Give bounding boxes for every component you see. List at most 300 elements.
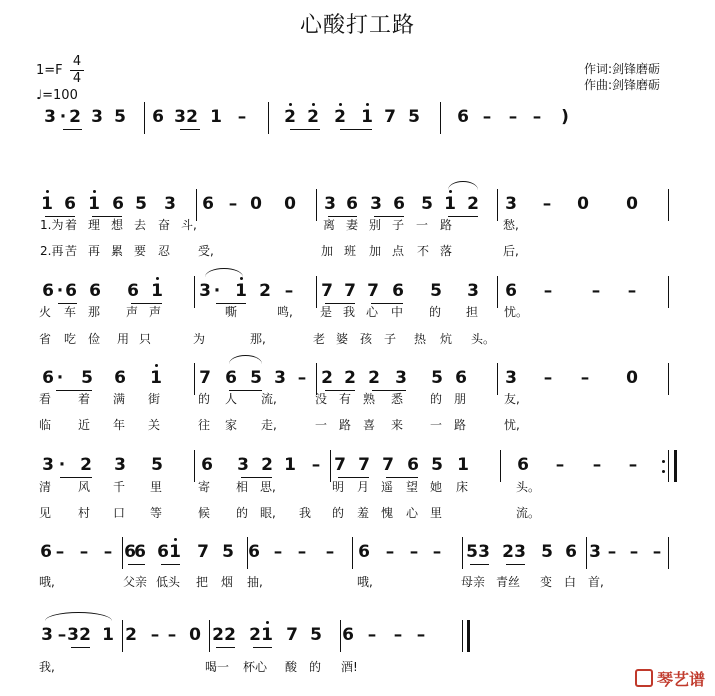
lyric-syllable: 路 [339, 418, 352, 432]
jianpu-note: 5 [135, 194, 147, 214]
jianpu-note: 2 [307, 107, 319, 127]
tie-slur [448, 181, 478, 190]
jianpu-note: – [543, 368, 553, 388]
lyric-syllable: 炕 [440, 332, 453, 346]
jianpu-note: 1 [210, 107, 222, 127]
lyric-syllable: 斗, [181, 218, 197, 232]
lyric-syllable: 班 [344, 244, 357, 258]
barline [194, 450, 195, 482]
lyric-syllable: 着 [65, 218, 78, 232]
jianpu-note: · [56, 281, 64, 301]
jianpu-note: – [409, 542, 419, 562]
jianpu-note: 1 [361, 107, 373, 127]
jianpu-note: 3 [395, 368, 407, 388]
lyric-syllable: 热 [414, 332, 427, 346]
lyric-syllable: 心 [366, 305, 379, 319]
jianpu-note: 3 [505, 368, 517, 388]
barline [122, 620, 123, 652]
jianpu-note: 3 [589, 542, 601, 562]
jianpu-note: – [273, 542, 283, 562]
lyric-syllable: 有 [339, 392, 352, 406]
lyric-syllable: 离 [323, 218, 336, 232]
jianpu-note: 3 [164, 194, 176, 214]
jianpu-note: – [367, 625, 377, 645]
jianpu-note: 6 [201, 455, 213, 475]
jianpu-note: 6 [124, 542, 136, 562]
jianpu-note: · [59, 107, 67, 127]
jianpu-note: 2 [321, 368, 333, 388]
jianpu-note: 0 [626, 194, 638, 214]
barline [668, 276, 669, 308]
lyric-syllable: 苦 [65, 244, 78, 258]
jianpu-note: 1 [261, 625, 273, 645]
eighth-note-beam [290, 129, 320, 130]
jianpu-note: 2 [249, 625, 261, 645]
lyric-syllable: 别 [369, 218, 382, 232]
lyric-syllable: 年 [113, 418, 126, 432]
lyric-syllable: 寄 [198, 480, 211, 494]
jianpu-note: 6 [565, 542, 577, 562]
eighth-note-beam [45, 216, 75, 217]
lyric-syllable: 流。 [516, 506, 541, 520]
lyric-syllable: 她 [430, 480, 443, 494]
jianpu-note: 5 [81, 368, 93, 388]
lyric-syllable: 孩 [360, 332, 373, 346]
barline [500, 450, 501, 482]
lyric-syllable: 相 [236, 480, 249, 494]
jianpu-note: 7 [367, 281, 379, 301]
jianpu-note: 3 [199, 281, 211, 301]
jianpu-note: 3 [478, 542, 490, 562]
jianpu-note: 6 [152, 107, 164, 127]
lyric-syllable: 首, [588, 575, 604, 589]
jianpu-note: 7 [197, 542, 209, 562]
high-octave-dot [339, 103, 342, 106]
jianpu-note: 5 [431, 455, 443, 475]
lyric-syllable: 我 [343, 305, 356, 319]
jianpu-note: – [325, 542, 335, 562]
eighth-note-beam [60, 477, 92, 478]
eighth-note-beam [386, 477, 418, 478]
tie-slur [45, 612, 112, 621]
lyric-syllable: 声 [126, 305, 139, 319]
lyric-syllable: 喝一 [205, 660, 230, 674]
barline [462, 537, 463, 569]
lyric-syllable: 喜 [363, 418, 376, 432]
lyric-syllable: 头。 [516, 480, 541, 494]
jianpu-note: 6 [65, 281, 77, 301]
barline [316, 189, 317, 221]
lyric-syllable: 妻 [346, 218, 359, 232]
lyric-syllable: 千 [113, 480, 126, 494]
key-signature: 1=F [36, 63, 63, 78]
jianpu-note: 7 [334, 455, 346, 475]
lyric-syllable: 里 [150, 480, 163, 494]
lyric-syllable: 愁, [503, 218, 519, 232]
jianpu-note: 3 [42, 455, 54, 475]
tie-slur [205, 268, 243, 277]
lyric-syllable: 理 [88, 218, 101, 232]
high-octave-dot [449, 190, 452, 193]
lyric-syllable: 朋 [454, 392, 467, 406]
jianpu-note: 6 [42, 368, 54, 388]
jianpu-note: 7 [199, 368, 211, 388]
jianpu-note: 5 [430, 281, 442, 301]
jianpu-note: ) [561, 107, 569, 127]
high-octave-dot [289, 103, 292, 106]
watermark-text: 琴艺谱 [656, 670, 705, 689]
barline [330, 450, 331, 482]
lyric-syllable: 省 [39, 332, 52, 346]
lyric-syllable: 路 [440, 218, 453, 232]
lyric-syllable: 路 [454, 418, 467, 432]
jianpu-note: 5 [310, 625, 322, 645]
eighth-note-beam [328, 216, 357, 217]
lyric-syllable: 那, [250, 332, 266, 346]
jianpu-note: 6 [42, 281, 54, 301]
jianpu-note: 6 [505, 281, 517, 301]
lyric-syllable: 是 [320, 305, 333, 319]
jianpu-note: 3 [44, 107, 56, 127]
jianpu-note: – [543, 281, 553, 301]
jianpu-note: – [167, 625, 177, 645]
jianpu-note: – [482, 107, 492, 127]
jianpu-note: 3 [41, 625, 53, 645]
jianpu-note: 3 [514, 542, 526, 562]
barline [268, 102, 269, 134]
lyric-syllable: 酒! [341, 660, 358, 674]
jianpu-note: 6 [112, 194, 124, 214]
lyric-syllable: 明 [332, 480, 345, 494]
jianpu-note: 1 [41, 194, 53, 214]
jianpu-note: 2 [79, 625, 91, 645]
lyric-syllable: 累 [111, 244, 124, 258]
lyric-syllable: 的 [236, 506, 249, 520]
high-octave-dot [240, 277, 243, 280]
jianpu-note: 6 [127, 281, 139, 301]
barline [316, 276, 317, 308]
jianpu-note: 3 [370, 194, 382, 214]
repeat-dot [662, 470, 665, 473]
lyric-syllable: 烟 [221, 575, 234, 589]
lyric-syllable: 老 [313, 332, 326, 346]
barline [340, 620, 341, 652]
lyric-syllable: 头。 [471, 332, 496, 346]
eighth-note-beam [374, 216, 404, 217]
lyric-syllable: 清 [39, 480, 52, 494]
jianpu-note: 2 [368, 368, 380, 388]
jianpu-note: 0 [189, 625, 201, 645]
lyric-syllable: 看 [39, 392, 52, 406]
lyric-syllable: 2.再 [40, 244, 64, 258]
eighth-note-beam [253, 647, 272, 648]
barline [668, 363, 669, 395]
jianpu-note: 1 [150, 368, 162, 388]
lyric-syllable: 人 [225, 392, 238, 406]
eighth-note-beam [448, 216, 478, 217]
lyric-syllable: 满 [113, 392, 126, 406]
jianpu-note: 2 [224, 625, 236, 645]
jianpu-note: – [297, 368, 307, 388]
jianpu-note: 3 [67, 625, 79, 645]
high-octave-dot [155, 364, 158, 367]
barline [194, 363, 195, 395]
jianpu-note: – [311, 455, 321, 475]
lyric-syllable: 忧, [504, 418, 520, 432]
repeat-barline [674, 450, 677, 482]
jianpu-note: 5 [114, 107, 126, 127]
jianpu-note: 1 [235, 281, 247, 301]
jianpu-note: – [385, 542, 395, 562]
jianpu-note: 1 [284, 455, 296, 475]
lyric-syllable: 风 [78, 480, 91, 494]
jianpu-note: 6 [225, 368, 237, 388]
jianpu-note: 1 [151, 281, 163, 301]
tempo-mark [36, 88, 78, 103]
jianpu-note: – [580, 368, 590, 388]
lyric-syllable: 为 [193, 332, 206, 346]
jianpu-note: 6 [64, 194, 76, 214]
lyric-syllable: 去 [134, 218, 147, 232]
eighth-note-beam [372, 390, 406, 391]
jianpu-note: – [103, 542, 113, 562]
lyric-syllable: 着 [78, 392, 91, 406]
lyric-syllable: 只 [139, 332, 152, 346]
eighth-note-beam [229, 390, 262, 391]
jianpu-note: 3 [467, 281, 479, 301]
lyric-syllable: 鸣, [277, 305, 293, 319]
lyric-syllable: 后, [503, 244, 519, 258]
final-barline [462, 620, 463, 652]
lyric-syllable: 临 [39, 418, 52, 432]
eighth-note-beam [241, 477, 272, 478]
jianpu-note: – [607, 542, 617, 562]
eighth-note-beam [371, 303, 403, 304]
barline [352, 537, 353, 569]
jianpu-note: 3 [114, 455, 126, 475]
barline [668, 189, 669, 221]
lyric-syllable: 青丝 [496, 575, 521, 589]
lyric-syllable: 候 [198, 506, 211, 520]
lyric-syllable: 一 [430, 418, 443, 432]
lyric-syllable: 村 [78, 506, 91, 520]
jianpu-note: 5 [222, 542, 234, 562]
lyric-syllable: 哦, [357, 575, 373, 589]
lyric-syllable: 点 [392, 244, 405, 258]
jianpu-note: 2 [261, 455, 273, 475]
lyric-syllable: 奋 [158, 218, 171, 232]
jianpu-note: 2 [80, 455, 92, 475]
lyric-syllable: 再 [88, 244, 101, 258]
time-signature-top: 4 [72, 54, 82, 69]
lyric-syllable: 受, [198, 244, 214, 258]
jianpu-note: · [58, 455, 66, 475]
jianpu-note: 5 [151, 455, 163, 475]
lyric-syllable: 见 [39, 506, 52, 520]
lyric-syllable: 低头 [156, 575, 181, 589]
jianpu-note: 3 [237, 455, 249, 475]
lyric-syllable: 近 [78, 418, 91, 432]
jianpu-note: 6 [40, 542, 52, 562]
jianpu-note: 7 [358, 455, 370, 475]
time-signature-bottom: 4 [72, 71, 82, 86]
eighth-note-beam [71, 647, 90, 648]
lyric-syllable: 一 [315, 418, 328, 432]
lyric-syllable: 加 [321, 244, 334, 258]
jianpu-note: 2 [69, 107, 81, 127]
jianpu-note: 2 [125, 625, 137, 645]
jianpu-note: – [57, 625, 67, 645]
lyric-syllable: 望 [406, 480, 419, 494]
lyric-syllable: 悉 [391, 392, 404, 406]
lyric-syllable: 子 [392, 218, 405, 232]
lyric-syllable: 想 [111, 218, 124, 232]
jianpu-note: 2 [467, 194, 479, 214]
jianpu-note: 5 [250, 368, 262, 388]
lyric-syllable: 担 [466, 305, 479, 319]
eighth-note-beam [92, 216, 122, 217]
jianpu-note: 6 [89, 281, 101, 301]
lyric-syllable: 落 [440, 244, 453, 258]
barline [194, 276, 195, 308]
jianpu-note: – [432, 542, 442, 562]
jianpu-note: – [542, 194, 552, 214]
song-title: 心酸打工路 [299, 13, 415, 38]
jianpu-note: 6 [358, 542, 370, 562]
lyric-syllable: 变 [540, 575, 553, 589]
tempo-value: =100 [42, 88, 78, 103]
lyric-syllable: 没 [315, 392, 328, 406]
lyric-syllable: 的 [332, 506, 345, 520]
lyric-syllable: 吃 [64, 332, 77, 346]
lyric-syllable: 熟 [363, 392, 376, 406]
lyric-syllable: 抽, [247, 575, 263, 589]
lyric-syllable: 那 [88, 305, 101, 319]
barline [497, 363, 498, 395]
jianpu-note: 2 [259, 281, 271, 301]
lyric-syllable: 要 [134, 244, 147, 258]
eighth-note-beam [216, 303, 246, 304]
barline [144, 102, 145, 134]
lyric-syllable: 加 [369, 244, 382, 258]
jianpu-note: 6 [455, 368, 467, 388]
jianpu-note: – [297, 542, 307, 562]
jianpu-note: – [228, 194, 238, 214]
jianpu-note: 2 [284, 107, 296, 127]
lyric-syllable: 我, [39, 660, 55, 674]
eighth-note-beam [180, 129, 200, 130]
jianpu-note: 6 [157, 542, 169, 562]
high-octave-dot [174, 538, 177, 541]
lyric-syllable: 走, [261, 418, 277, 432]
eighth-note-beam [506, 564, 525, 565]
lyric-syllable: 杯心 [243, 660, 268, 674]
lyric-syllable: 声 [149, 305, 162, 319]
lyric-syllable: 往 [198, 418, 211, 432]
lyric-syllable: 的 [429, 305, 442, 319]
jianpu-note: · [213, 281, 221, 301]
jianpu-note: 0 [626, 368, 638, 388]
lyric-syllable: 忍 [158, 244, 171, 258]
barline [209, 620, 210, 652]
high-octave-dot [93, 190, 96, 193]
barline [122, 537, 123, 569]
barline [247, 537, 248, 569]
barline [440, 102, 441, 134]
qin-logo-icon [635, 669, 653, 687]
tie-slur [229, 355, 262, 364]
lyric-syllable: 来 [391, 418, 404, 432]
lyric-syllable: 眼, [260, 506, 276, 520]
jianpu-note: 3 [324, 194, 336, 214]
jianpu-note: 6 [393, 194, 405, 214]
jianpu-note: 2 [344, 368, 356, 388]
jianpu-note: – [393, 625, 403, 645]
lyric-syllable: 母亲 [461, 575, 486, 589]
eighth-note-beam [338, 477, 369, 478]
jianpu-note: 6 [248, 542, 260, 562]
eighth-note-beam [161, 564, 180, 565]
jianpu-note: 6 [392, 281, 404, 301]
lyric-syllable: 车 [64, 305, 77, 319]
eighth-note-beam [63, 129, 82, 130]
jianpu-note: 6 [114, 368, 126, 388]
lyricist-credit: 作词:剑锋磨砺 [584, 62, 661, 76]
jianpu-note: 3 [505, 194, 517, 214]
jianpu-note: – [628, 455, 638, 475]
lyric-syllable: 的 [430, 392, 443, 406]
quarter-note-icon: ♩ [36, 88, 43, 103]
composer-credit: 作曲:剑锋磨砺 [584, 78, 661, 92]
jianpu-note: 6 [407, 455, 419, 475]
jianpu-note: – [629, 542, 639, 562]
jianpu-note: – [592, 455, 602, 475]
eighth-note-beam [58, 303, 77, 304]
lyric-syllable: 友, [504, 392, 520, 406]
jianpu-note: 6 [342, 625, 354, 645]
eighth-note-beam [216, 647, 235, 648]
jianpu-note: – [416, 625, 426, 645]
lyric-syllable: 1.为 [40, 218, 64, 232]
eighth-note-beam [325, 390, 355, 391]
repeat-dot [662, 460, 665, 463]
lyric-syllable: 羞 [357, 506, 370, 520]
jianpu-note: 3 [91, 107, 103, 127]
jianpu-note: – [55, 542, 65, 562]
lyric-syllable: 街 [148, 392, 161, 406]
jianpu-note: 2 [186, 107, 198, 127]
watermark-logo [635, 667, 705, 690]
jianpu-note: 0 [250, 194, 262, 214]
eighth-note-beam [470, 564, 489, 565]
lyric-syllable: 白 [564, 575, 577, 589]
lyric-syllable: 的 [309, 660, 322, 674]
jianpu-note: 2 [334, 107, 346, 127]
lyric-syllable: 用 [117, 332, 130, 346]
lyric-syllable: 流, [261, 392, 277, 406]
jianpu-note: 0 [577, 194, 589, 214]
high-octave-dot [156, 277, 159, 280]
lyric-syllable: 愧 [381, 506, 394, 520]
lyric-syllable: 婆 [336, 332, 349, 346]
jianpu-note: 7 [321, 281, 333, 301]
high-octave-dot [266, 621, 269, 624]
jianpu-note: 5 [408, 107, 420, 127]
jianpu-note: · [56, 368, 64, 388]
jianpu-note: – [284, 281, 294, 301]
barline [497, 276, 498, 308]
jianpu-note: 6 [457, 107, 469, 127]
